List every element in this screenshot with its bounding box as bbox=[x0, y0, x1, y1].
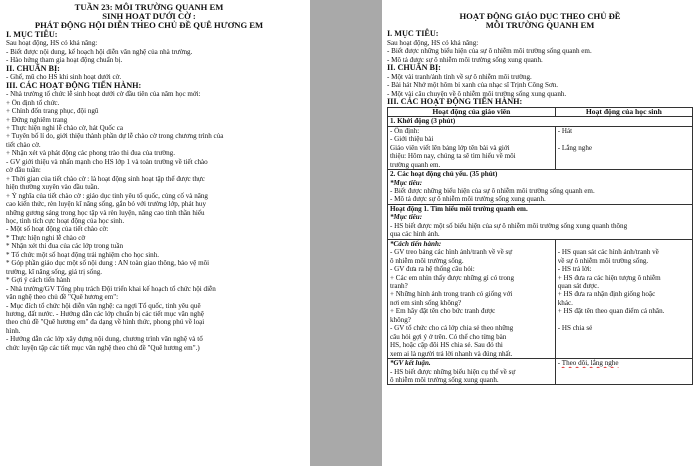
right-title-theme: HOẠT ĐỘNG GIÁO DỤC THEO CHỦ ĐỀ bbox=[459, 11, 621, 21]
section2-line: *Mục tiêu: bbox=[390, 178, 423, 187]
student-line bbox=[558, 316, 690, 324]
activity-line: theo chủ đề "Quê hương em" đa dạng về hình thức, phong phú về loại bbox=[6, 318, 205, 327]
section2-line: - Biết được những biểu hiện của sự ô nhiễm môi trường sống quanh em. bbox=[390, 186, 595, 195]
objective-line: - Biết được nội dung, kế hoạch hội diễn văn nghệ của nhà trường. bbox=[6, 47, 193, 56]
activity-line: - Hướng dẫn các lớp xây dựng nội dung, chương trình văn nghệ và tổ bbox=[6, 335, 203, 344]
left-section-preparation: II. CHUẨN BỊ: bbox=[6, 63, 60, 73]
teacher-line: trường quanh em. bbox=[390, 160, 441, 169]
objective-line: Sau hoạt động, HS có khả năng: bbox=[387, 39, 479, 47]
activity1-line: *Mục tiêu: bbox=[390, 213, 423, 222]
teacher-line: ô nhiễm môi trường sống. bbox=[390, 256, 464, 265]
objective-line: - Mô tả được sự ô nhiễm môi trường sống xung quanh. bbox=[387, 55, 543, 64]
activities-table bbox=[387, 107, 693, 386]
activity-line: - Nhà trường tổ chức lễ sinh hoạt dưới cờ đầu tiên của năm học mới: bbox=[6, 90, 201, 99]
student-line: quan sát được. bbox=[557, 281, 600, 290]
activity-line: + Nhận xét và phát động các phong trào thi đua của trường. bbox=[6, 149, 175, 158]
teacher-line: không? bbox=[390, 315, 411, 324]
activity-line: * Nhận xét thi đua của các lớp trong tuần bbox=[6, 242, 124, 251]
right-objectives-list bbox=[387, 39, 693, 64]
activity-line: tiết chào cờ. bbox=[6, 140, 41, 149]
procedure-teacher-cell bbox=[388, 239, 556, 358]
right-section-objectives: I. MỤC TIÊU: bbox=[387, 29, 439, 39]
student-line: khác. bbox=[557, 298, 573, 307]
section2-cell bbox=[388, 170, 693, 205]
activity-line: + Đứng nghiêm trang bbox=[6, 115, 68, 124]
teacher-line: - GV treo bảng các hình ảnh/tranh về về sự bbox=[390, 248, 513, 257]
left-title-launch: PHÁT ĐỘNG HỘI DIỄN THEO CHỦ ĐỀ QUÊ HƯƠNG EM bbox=[34, 20, 264, 31]
teacher-line: + Em hãy đặt tên cho bức tranh được bbox=[390, 307, 496, 316]
conclusion-teacher-cell bbox=[388, 359, 556, 385]
section2-title: 2. Các hoạt động chủ yếu. (35 phút) bbox=[390, 170, 498, 179]
student-line: - HS trả lời: bbox=[557, 265, 592, 274]
student-line bbox=[558, 135, 690, 143]
teacher-line: HS, hoặc cặp đôi HS chia sẻ. Sau đó thi bbox=[390, 341, 503, 350]
teacher-line: + Những hình ảnh trong tranh có giống với bbox=[390, 290, 513, 299]
teacher-line: + Các em nhìn thấy được những gì có trong bbox=[390, 273, 514, 282]
right-preparation-list bbox=[387, 73, 693, 98]
section2-lines bbox=[390, 179, 690, 204]
procedure-student-cell bbox=[555, 239, 692, 358]
left-title-week: TUẦN 23: MÔI TRƯỜNG QUANH EM bbox=[74, 2, 224, 12]
preparation-line: - Một vài tranh/ảnh tình về sự ô nhiễm môi trường. bbox=[387, 72, 532, 81]
teacher-line: - Ổn định: bbox=[390, 126, 420, 135]
teacher-line: - GV đưa ra hệ thống câu hỏi: bbox=[390, 265, 475, 274]
teacher-line: - HS biết được những biểu hiện cụ thể về sự bbox=[390, 367, 516, 376]
student-line: về sự ô nhiễm môi trường sống. bbox=[557, 256, 649, 265]
student-line: + HS đưa ra các hiện tượng ô nhiễm bbox=[557, 273, 661, 282]
activity-line: - Một số hoạt động của tiết chào cờ: bbox=[6, 225, 109, 234]
activity-line: hiện thường xuyên vào đầu tuần. bbox=[6, 183, 100, 192]
teacher-line: nơi em sinh sống không? bbox=[390, 298, 462, 307]
activity-line: + Ổn định tổ chức. bbox=[6, 98, 60, 107]
activity-line: những gương sáng trong học tập và rèn luyện, nâng cao tinh thần hiếu bbox=[6, 208, 205, 217]
student-line: - Lắng nghe bbox=[557, 143, 593, 152]
activity-line: văn nghệ theo chủ đề "Quê hương em": bbox=[6, 293, 119, 302]
objective-line: Sau hoạt động, HS có khả năng: bbox=[6, 39, 98, 48]
teacher-line: Giáo viên viết lên bảng lớp tên bài và giới bbox=[390, 143, 510, 152]
teacher-line: *Cách tiến hành: bbox=[390, 239, 442, 248]
left-title-flag-activity: SINH HOẠT DƯỚI CỜ : bbox=[102, 11, 196, 22]
activity-line: + Thực hiện nghi lễ chào cờ, hát Quốc ca bbox=[6, 124, 124, 133]
activity-line: cao kiến thức, rèn luyện kĩ năng sống, gắn bó với trường lớp, phát huy bbox=[6, 200, 206, 209]
student-line bbox=[558, 240, 690, 248]
student-line: + HS đặt tên theo quan điểm cá nhân. bbox=[557, 307, 665, 316]
conclusion-student-cell bbox=[555, 359, 692, 385]
table-row-section1 bbox=[388, 117, 693, 126]
left-objectives-list bbox=[6, 39, 292, 64]
activity-line: * Góp phần giáo dục một số nội dung : AN toàn giao thông, bảo vệ môi bbox=[6, 259, 210, 268]
page-gap bbox=[310, 0, 382, 466]
section1-title: 1. Khởi động (3 phút) bbox=[388, 117, 693, 126]
right-section-activities: III. CÁC HOẠT ĐỘNG TIẾN HÀNH: bbox=[387, 97, 523, 107]
student-line: - Hát bbox=[557, 126, 573, 135]
student-line: - Theo dõi, lắng nghe bbox=[557, 359, 619, 368]
activity1-line: - HS biết được một số biểu hiện của sự ô nhiễm môi trường sống xung quanh thông bbox=[390, 221, 628, 230]
objective-line: - Biết được những biểu hiện của sự ô nhiễm môi trường sống quanh em. bbox=[387, 47, 592, 56]
activity-line: - Nhà trường/GV Tổng phụ trách Đội triển khai kế hoạch tổ chức hội diễn bbox=[6, 284, 216, 293]
student-line: + HS đưa ra nhận định giống hoặc bbox=[557, 290, 656, 299]
teacher-line: ô nhiễm môi trường sống xung quanh. bbox=[390, 375, 499, 384]
teacher-line: câu hỏi gợi ý ở trên. Có thể cho từng bàn bbox=[390, 332, 507, 341]
preparation-line: - Một vài câu chuyện về ô nhiễm môi trường sống xung quanh. bbox=[387, 89, 567, 98]
activity-line: * Gợi ý cách tiến hành bbox=[6, 276, 71, 285]
table-header-row bbox=[388, 107, 693, 116]
right-title-environment: MÔI TRƯỜNG QUANH EM bbox=[485, 20, 595, 31]
student-line: - HS chia sẻ bbox=[557, 324, 593, 333]
activity-line: hương, đất nước. - Hướng dẫn các lớp chuẩn bị các tiết mục văn nghệ bbox=[6, 309, 204, 318]
teacher-line: thiệu: Hôm nay, chúng ta sẽ tìm hiểu về môi bbox=[390, 152, 516, 161]
left-activities-list bbox=[6, 90, 292, 352]
table-row-section2 bbox=[388, 170, 693, 205]
activity-line: + Chỉnh đốn trang phục, đội ngũ bbox=[6, 107, 99, 116]
activity-line: + Thời gian của tiết chào cờ : là hoạt động sinh hoạt tập thể được thực bbox=[6, 174, 205, 183]
activity-line: - Mục đích tổ chức hội diễn văn nghệ: ca ngợi Tổ quốc, tinh yêu quê bbox=[6, 301, 201, 310]
header-student: Hoạt động của học sinh bbox=[555, 107, 692, 116]
activity-line: + Tuyên bố lí do, giới thiệu thành phần dự lễ chào cờ trong chương trình của bbox=[6, 132, 224, 141]
activity1-lines bbox=[390, 213, 690, 238]
student-line: - HS quan sát các hình ảnh/tranh về bbox=[557, 248, 659, 257]
warmup-student-cell bbox=[555, 126, 692, 169]
teacher-line: *GV kết luận. bbox=[390, 359, 431, 368]
left-section-objectives: I. MỤC TIÊU: bbox=[6, 29, 58, 39]
preparation-line: - Bài hát Nhớ một hôm bỉ xanh của nhạc sĩ Trịnh Công Sơn. bbox=[387, 81, 559, 90]
table-row-procedure bbox=[388, 239, 693, 358]
teacher-line: - GV tổ chức cho cả lớp chia sẻ theo những bbox=[390, 324, 514, 333]
objective-line: - Hào hứng tham gia hoạt động chuẩn bị. bbox=[6, 56, 123, 65]
activity1-line: qua các hình ảnh. bbox=[390, 230, 440, 239]
activity-line: + Ý nghĩa của tiết chào cờ : giáo dục tinh yêu tổ quốc, củng cố và nâng bbox=[6, 191, 208, 200]
teacher-line: - Giới thiệu bài bbox=[390, 135, 434, 144]
warmup-teacher-cell bbox=[388, 126, 556, 169]
activity-line: - GV giới thiệu và nhấn mạnh cho HS lớp 1 và toàn trường về tiết chào bbox=[6, 157, 208, 166]
table-row-warmup bbox=[388, 126, 693, 169]
activity1-title: Hoạt động 1. Tìm hiểu môi trường quanh em. bbox=[390, 204, 528, 213]
right-document-page bbox=[382, 0, 700, 466]
activity-line: hình. bbox=[6, 326, 21, 335]
activity-line: học, tinh tích cực hoạt động của học sinh. bbox=[6, 217, 125, 225]
left-section-activities: III. CÁC HOẠT ĐỘNG TIẾN HÀNH: bbox=[6, 80, 142, 90]
activity1-cell bbox=[388, 204, 693, 239]
left-document-page bbox=[0, 0, 310, 466]
table-row-activity1 bbox=[388, 204, 693, 239]
table-row-conclusion bbox=[388, 359, 693, 385]
activity-line: chức luyện tập các tiết mục văn nghệ theo chủ đề "Quê hương em".) bbox=[6, 343, 200, 352]
section2-line: - Mô tả được sự ô nhiễm môi trường sống xung quanh. bbox=[390, 195, 546, 204]
activity-line: * Tổ chức một số hoạt động trải nghiệm cho học sinh. bbox=[6, 250, 160, 259]
activity-line: cờ đầu tuần: bbox=[6, 166, 41, 175]
activity-line: trường, kĩ năng sống, giá trị sống. bbox=[6, 267, 103, 276]
activity-line: * Thực hiện nghi lễ chào cờ bbox=[6, 233, 86, 242]
header-teacher: Hoạt động của giáo viên bbox=[388, 107, 556, 116]
preparation-line: - Ghế, mũ cho HS khi sinh hoạt dưới cờ. bbox=[6, 73, 122, 82]
teacher-line: xem ai là người trả lời nhanh và đúng nhất. bbox=[390, 349, 513, 358]
right-section-preparation: II. CHUẨN BỊ: bbox=[387, 63, 441, 73]
teacher-line: tranh? bbox=[390, 281, 408, 290]
